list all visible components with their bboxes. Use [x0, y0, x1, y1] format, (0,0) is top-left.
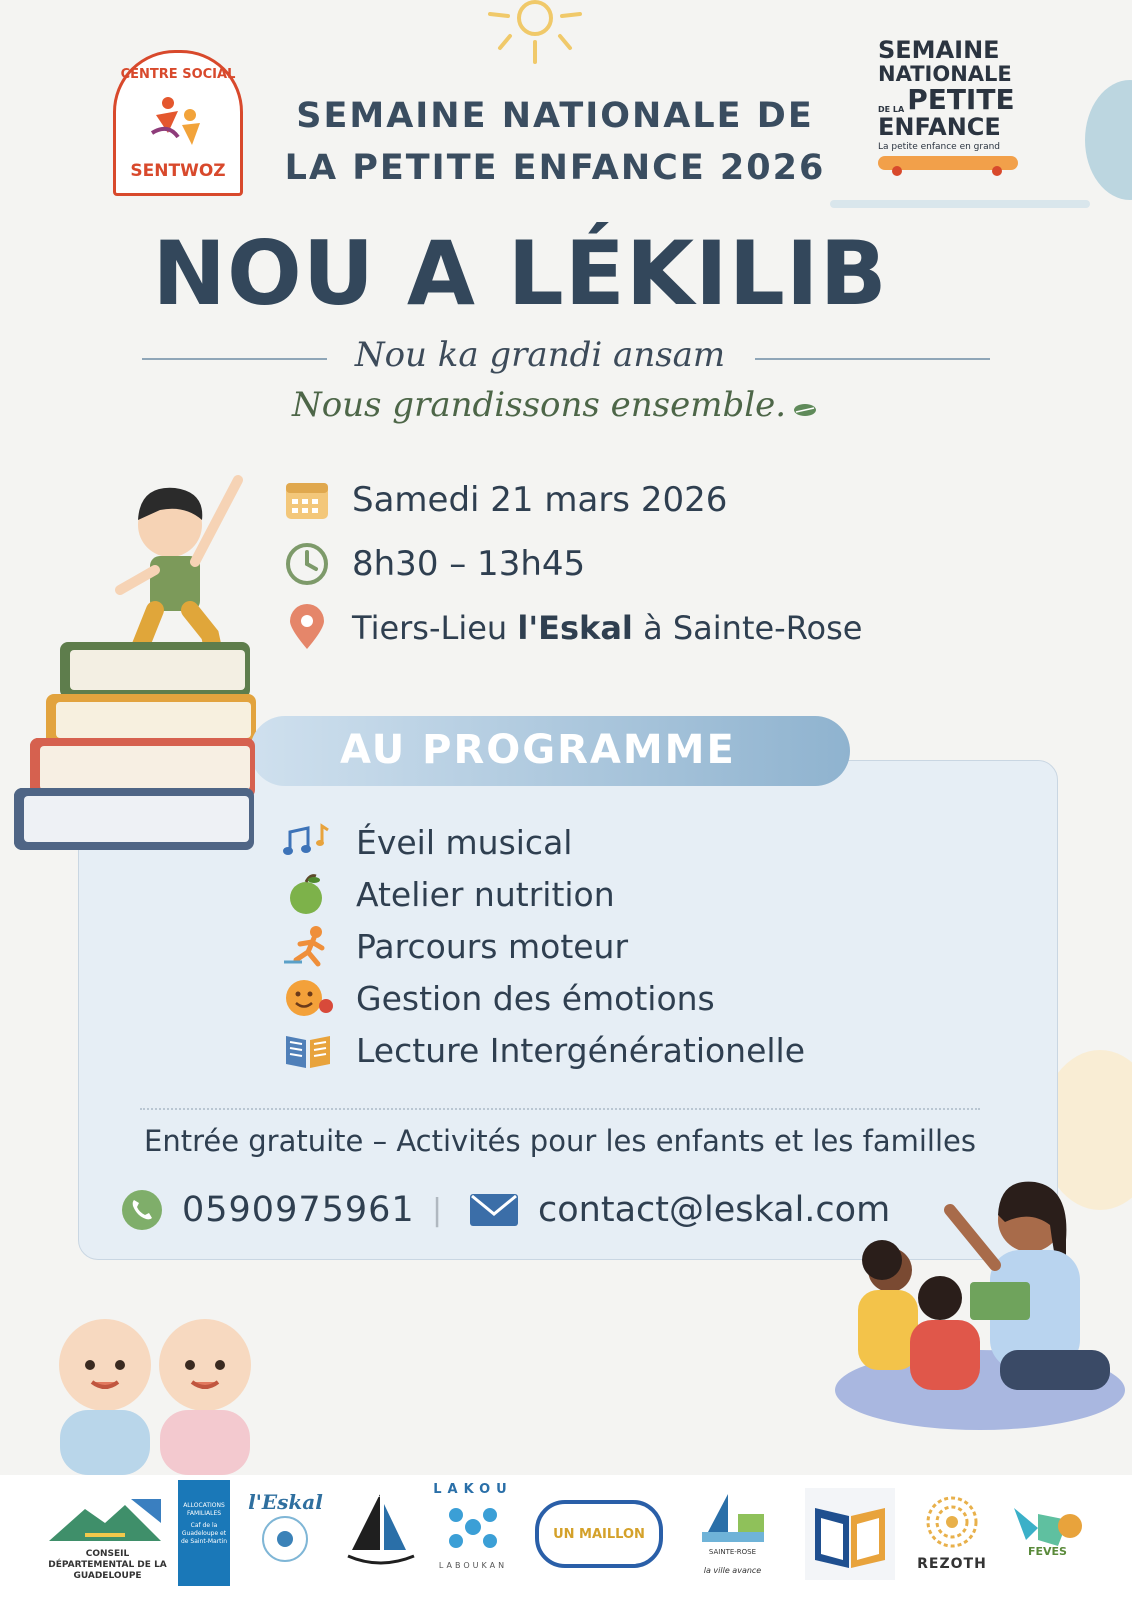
- programme-item: [282, 870, 615, 918]
- eskal-emblem-icon: [248, 1514, 323, 1564]
- event-location-venue: l'Eskal: [517, 609, 633, 647]
- envelope-icon: [468, 1192, 520, 1228]
- sainte-rose-emblem-icon: [698, 1492, 768, 1544]
- babies-illustration: [40, 1310, 270, 1475]
- email-contact[interactable]: [468, 1182, 890, 1238]
- decorative-blob: [1085, 80, 1132, 200]
- subtitle-creole: Nou ka grandi ansam: [354, 335, 726, 375]
- snpe-logo-line4: ENFANCE: [878, 113, 1001, 141]
- location-pin-icon: [282, 603, 332, 653]
- un-maillon-text: UN MAILLON: [553, 1526, 645, 1542]
- calendar-icon: [282, 475, 332, 525]
- lakou-logo-text: LAKOU: [433, 1482, 513, 1497]
- lakou-logo: [428, 1482, 518, 1582]
- feves-text: FEVES: [1028, 1545, 1067, 1558]
- rezoth-spiral-icon: [922, 1492, 982, 1552]
- snpe-logo-line2: NATIONALE: [878, 62, 1012, 86]
- sainte-rose-logo: [695, 1492, 770, 1582]
- programme-item: [282, 922, 628, 970]
- email-address: contact@leskal.com: [538, 1190, 891, 1230]
- event-location-prefix: Tiers-Lieu: [352, 609, 518, 647]
- free-entry-text: Entrée gratuite – Activités pour les enfants et les familles: [144, 1124, 976, 1158]
- snpe-logo-tagline: La petite enfance en grand: [878, 142, 1001, 152]
- phone-icon: [120, 1188, 164, 1232]
- programme-item: [282, 818, 572, 866]
- event-location-row: [282, 602, 862, 654]
- teacher-reading-illustration: [830, 1170, 1130, 1435]
- programme-item-label: Atelier nutrition: [356, 874, 615, 914]
- open-book-icon: [282, 1028, 334, 1072]
- snpe-logo-line1: SEMAINE: [878, 36, 1000, 64]
- caf-logo-bottom: Caf de la Guadeloupe et de Saint-Martin: [180, 1522, 228, 1545]
- rezoth-text: REZOTH: [917, 1556, 987, 1572]
- eskal-logo-text: l'Eskal: [248, 1490, 323, 1514]
- books-stack-illustration: [10, 738, 270, 868]
- subtitle-french: [270, 385, 840, 425]
- sailboat-icon: [340, 1490, 420, 1570]
- subtitle-rule-right: [755, 358, 990, 360]
- running-person-icon: [282, 924, 334, 968]
- programme-item-label: Gestion des émotions: [356, 978, 715, 1018]
- event-series-title-line2: LA PETITE ENFANCE 2026: [284, 148, 826, 188]
- open-book-logo-icon: [805, 1488, 895, 1580]
- event-date-row: [282, 474, 727, 526]
- event-series-title-line1: SEMAINE NATIONALE DE: [296, 96, 814, 136]
- island-mountain-icon: [45, 1495, 165, 1545]
- centre-social-logo-top-text: CENTRE SOCIAL: [120, 67, 236, 82]
- contact-separator: |: [432, 1192, 443, 1228]
- centre-social-logo-bottom-text: SENTWOZ: [130, 161, 226, 181]
- eskal-logo: [248, 1490, 323, 1570]
- sun-icon: [480, 0, 590, 70]
- skateboard-icon: [878, 156, 1018, 170]
- event-time-row: [282, 538, 585, 590]
- phone-number: 0590975961: [182, 1190, 415, 1230]
- programme-heading: AU PROGRAMME: [340, 727, 736, 773]
- event-time: 8h30 – 13h45: [352, 544, 586, 584]
- decorative-line: [830, 200, 1090, 208]
- lakou-logo-subtext: LABOUKAN: [438, 1561, 508, 1570]
- lakou-emblem-icon: [438, 1497, 508, 1557]
- snpe-logo-line3: PETITE: [907, 83, 1015, 116]
- main-title: NOU A LÉKILIB: [152, 222, 888, 325]
- programme-item: [282, 974, 715, 1022]
- apple-icon: [282, 872, 334, 916]
- caf-logo: [178, 1480, 230, 1586]
- rezoth-logo: [912, 1492, 992, 1582]
- feves-logo: [1005, 1500, 1090, 1575]
- conseil-departemental-label: CONSEIL DÉPARTEMENTAL DE LA GUADELOUPE: [48, 1549, 167, 1581]
- phone-contact[interactable]: [120, 1182, 415, 1238]
- programme-item-label: Éveil musical: [356, 822, 573, 862]
- centre-social-logo: [113, 50, 243, 196]
- caf-logo-top: ALLOCATIONS FAMILIALES: [183, 1502, 225, 1517]
- nautik-logo: [340, 1490, 420, 1580]
- programme-item-label: Lecture Intergénérationelle: [356, 1030, 806, 1070]
- sainte-rose-subtext: la ville avance: [703, 1566, 762, 1575]
- subtitle-rule-left: [142, 358, 327, 360]
- programme-item-label: Parcours moteur: [356, 926, 629, 966]
- event-date: Samedi 21 mars 2026: [352, 480, 728, 520]
- un-maillon-logo: [535, 1500, 663, 1568]
- divider: [140, 1108, 980, 1110]
- snpe-logo-small: DE LA: [878, 105, 905, 114]
- event-series-title: [255, 90, 855, 194]
- clock-icon: [282, 539, 332, 589]
- event-location: [352, 609, 862, 647]
- snpe-logo: [878, 38, 1028, 208]
- smiley-face-icon: [282, 976, 334, 1020]
- programme-item: [282, 1026, 805, 1074]
- event-location-suffix: à Sainte-Rose: [632, 609, 863, 647]
- book-logo: [805, 1488, 895, 1580]
- family-figures-icon: [148, 93, 208, 153]
- leaf-icon: [792, 400, 818, 420]
- sainte-rose-text: SAINTE-ROSE: [708, 1548, 757, 1556]
- conseil-departemental-logo: [45, 1495, 170, 1581]
- nautik-logo-text: Nautik: [370, 1490, 400, 1500]
- music-notes-icon: [282, 820, 334, 864]
- subtitle-french-text: Nous grandissons ensemble.: [291, 385, 787, 425]
